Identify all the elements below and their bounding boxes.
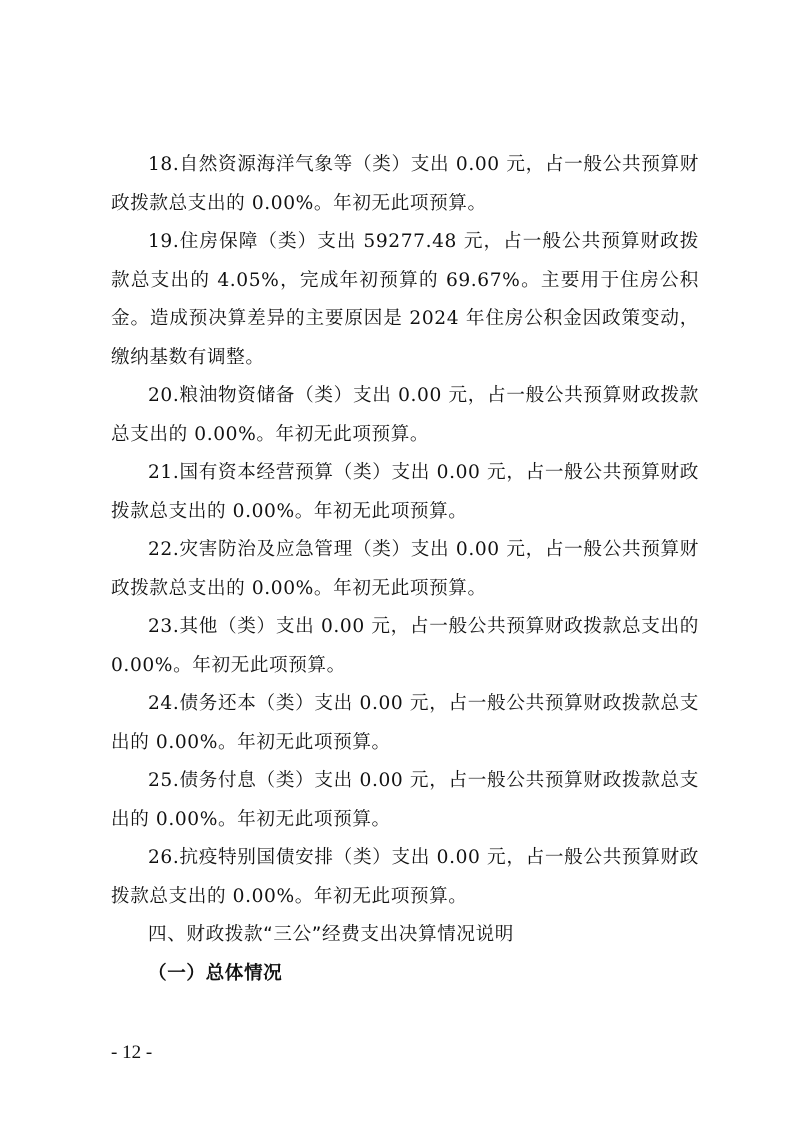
- section-heading: 四、财政拨款“三公”经费支出决算情况说明: [148, 924, 514, 945]
- document-body: [111, 146, 699, 993]
- paragraph-natural-resources: 18.自然资源海洋气象等（类）支出 0.00 元，占一般公共预算财政拨款总支出的 0.00%。年初无此项预算。: [111, 154, 699, 214]
- paragraph-disaster-prevention: 22.灾害防治及应急管理（类）支出 0.00 元，占一般公共预算财政拨款总支出的 0.00%。年初无此项预算。: [111, 539, 699, 599]
- page-number: - 12 -: [111, 1042, 153, 1063]
- paragraph-debt-interest: 25.债务付息（类）支出 0.00 元，占一般公共预算财政拨款总支出的 0.00%。年初无此项预算。: [111, 770, 699, 830]
- paragraph-anti-epidemic-bonds: 26.抗疫特别国债安排（类）支出 0.00 元，占一般公共预算财政拨款总支出的 0.00%。年初无此项预算。: [111, 847, 699, 907]
- paragraph-housing-security: 19.住房保障（类）支出 59277.48 元，占一般公共预算财政拨款总支出的 4.05%，完成年初预算的 69.67%。主要用于住房公积金。造成预决算差异的主要原因是 2024 年住房公积金因政策变动，缴纳基数有调整。: [111, 231, 699, 368]
- paragraph-grain-oil-reserves: 20.粮油物资储备（类）支出 0.00 元，占一般公共预算财政拨款总支出的 0.00%。年初无此项预算。: [111, 385, 699, 445]
- paragraph-debt-principal: 24.债务还本（类）支出 0.00 元，占一般公共预算财政拨款总支出的 0.00%。年初无此项预算。: [111, 693, 699, 753]
- subsection-heading: （一）总体情况: [148, 962, 283, 984]
- paragraph-other: 23.其他（类）支出 0.00 元，占一般公共预算财政拨款总支出的 0.00%。年初无此项预算。: [111, 616, 699, 676]
- paragraph-state-capital-budget: 21.国有资本经营预算（类）支出 0.00 元，占一般公共预算财政拨款总支出的 0.00%。年初无此项预算。: [111, 462, 699, 522]
